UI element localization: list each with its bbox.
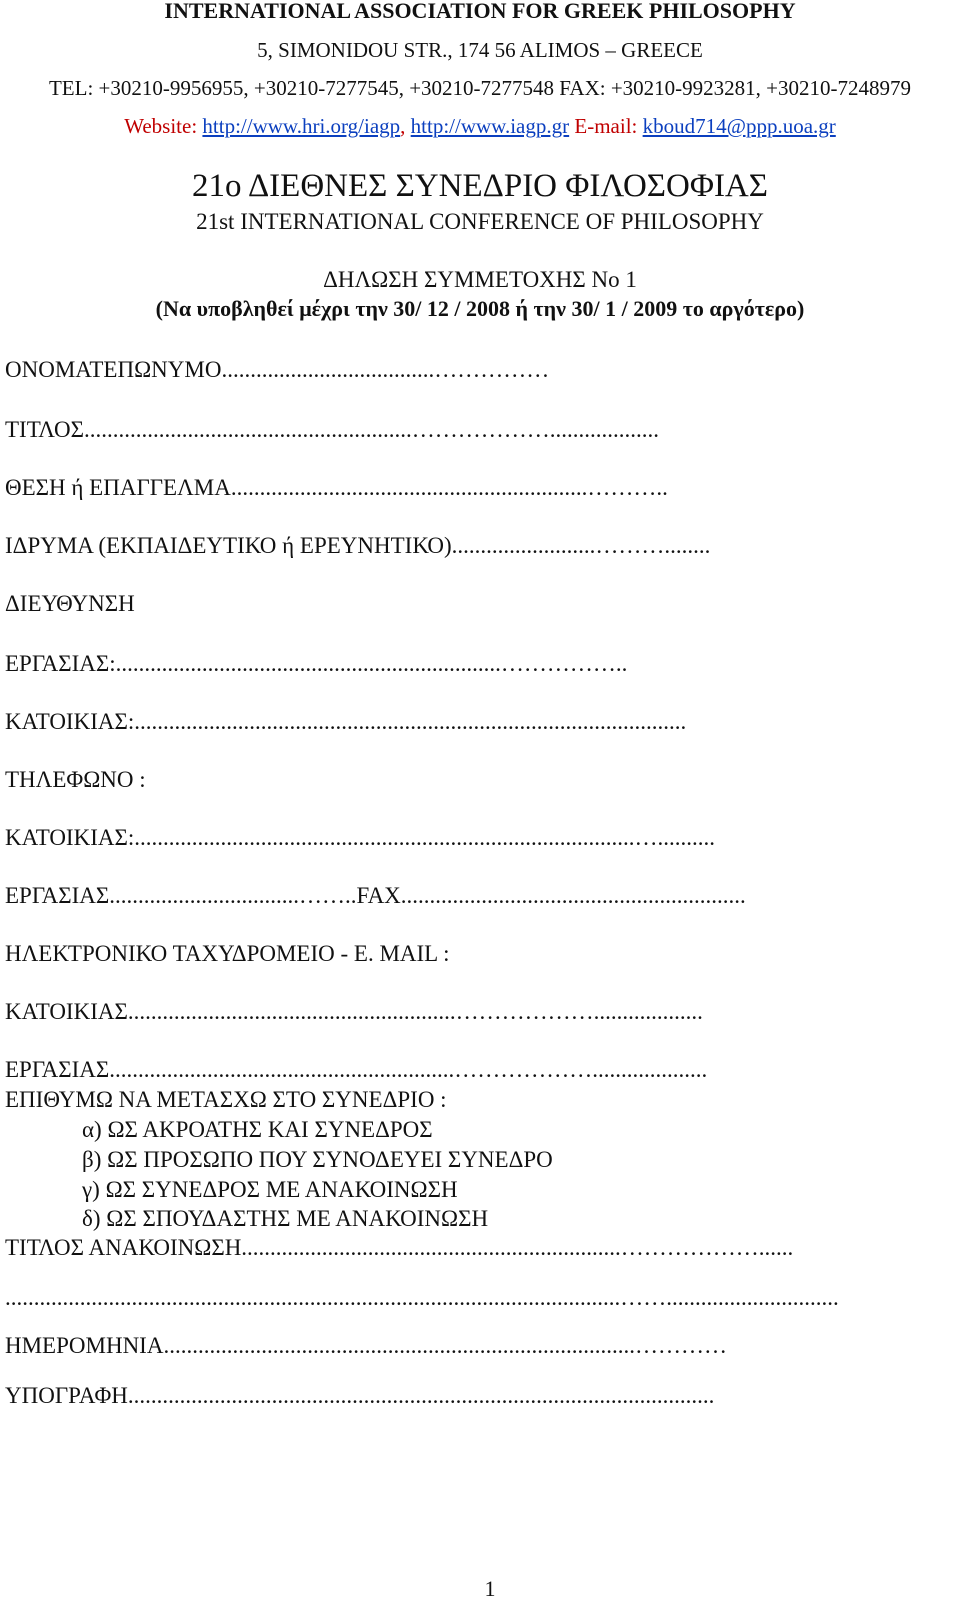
page-number: 1 [484,1576,496,1601]
field-signature: ΥΠΟΓΡΑΦΗ...................................................................................................... [5,1383,715,1408]
field-title: ΤΙΤΛΟΣ.........................................................………………................... [5,417,660,442]
field-institution: ΙΔΡΥΜΑ (ΕΚΠΑΙΔΕΥΤΙΚΟ ή ΕΡΕΥΝΗΤΙΚΟ).........................………........ [5,533,711,558]
field-phone-home: ΚΑΤΟΙΚΙΑΣ:.......................................................................................….......... [5,825,716,850]
conference-title-english: 21st INTERNATIONAL CONFERENCE OF PHILOSOPHY [196,209,764,234]
field-full-name: ΟΝΟΜΑΤΕΠΩΝΥΜΟ.....................................…………… [5,357,550,382]
declaration-heading: ΔΗΛΩΣΗ ΣΥΜΜΕΤΟΧΗΣ Νο 1 [323,267,637,292]
field-phone-work-fax: ΕΡΓΑΣΙΑΣ.................................……..FAX............................................................ [5,883,746,908]
field-position: ΘΕΣΗ ή ΕΠΑΓΓΕΛΜΑ..............................................................……….. [5,475,668,500]
field-address-work: ΕΡΓΑΣΙΑΣ:...................................................................…………….. [5,651,628,676]
field-paper-title: ΤΙΤΛΟΣ ΑΝΑΚΟΙΝΩΣΗ..................................................................………………...... [5,1235,794,1260]
address-heading: ΔΙΕΥΘΥΝΣΗ [5,591,135,616]
field-email-work: ΕΡΓΑΣΙΑΣ............................................................……………….................... [5,1057,708,1082]
declaration-deadline: (Να υποβληθεί μέχρι την 30/ 12 / 2008 ή την 30/ 1 / 2009 το αργότερο) [155,296,805,321]
phone-heading: ΤΗΛΕΦΩΝΟ : [5,767,146,792]
field-email-home: ΚΑΤΟΙΚΙΑΣ.........................................................………………................... [5,999,703,1024]
website-link-hri[interactable]: http://www.hri.org/iagp [202,114,401,138]
organization-phones: TEL: +30210-9956955, +30210-7277545, +30210-7277548 FAX: +30210-9923281, +30210-7248979 [48,76,912,100]
participation-option-a: α) ΩΣ ΑΚΡΟΑΤΗΣ ΚΑΙ ΣΥΝΕΔΡΟΣ [82,1117,433,1142]
email-label: E-mail: [574,114,638,138]
organization-name: INTERNATIONAL ASSOCIATION FOR GREEK PHILOSOPHY [164,0,796,23]
email-heading: ΗΛΕΚΤΡΟΝΙΚΟ ΤΑΧΥΔΡΟΜΕΙΟ - Ε. MAIL : [5,941,450,966]
participation-option-d: δ) ΩΣ ΣΠΟΥΔΑΣΤΗΣ ΜΕ ΑΝΑΚΟΙΝΩΣΗ [82,1206,489,1231]
email-link[interactable]: kboud714@ppp.uoa.gr [642,114,836,138]
field-paper-title-continuation: ...........................................................................................................…….............................. [5,1285,839,1310]
participation-heading: ΕΠΙΘΥΜΩ ΝΑ ΜΕΤΑΣΧΩ ΣΤΟ ΣΥΝΕΔΡΙΟ : [5,1087,447,1112]
website-label: Website: [124,114,198,138]
website-link-iagp[interactable]: http://www.iagp.gr [410,114,570,138]
conference-title-greek: 21ο ΔΙΕΘΝΕΣ ΣΥΝΕΔΡΙΟ ΦΙΛΟΣΟΦΙΑΣ [192,168,768,204]
participation-option-b: β) ΩΣ ΠΡΟΣΩΠΟ ΠΟΥ ΣΥΝΟΔΕΥΕΙ ΣΥΝΕΔΡΟ [82,1147,553,1172]
organization-address: 5, SIMONIDOU STR., 174 56 ALIMOS – GREECE [257,38,703,62]
participation-option-c: γ) ΩΣ ΣΥΝΕΔΡΟΣ ΜΕ ΑΝΑΚΟΙΝΩΣΗ [82,1177,458,1202]
contact-line [0,116,960,137]
website-separator: , [400,114,406,138]
field-date: ΗΜΕΡΟΜΗΝΙΑ..................................................................................………… [5,1333,727,1358]
field-address-home: ΚΑΤΟΙΚΙΑΣ:................................................................................................ [5,709,687,734]
